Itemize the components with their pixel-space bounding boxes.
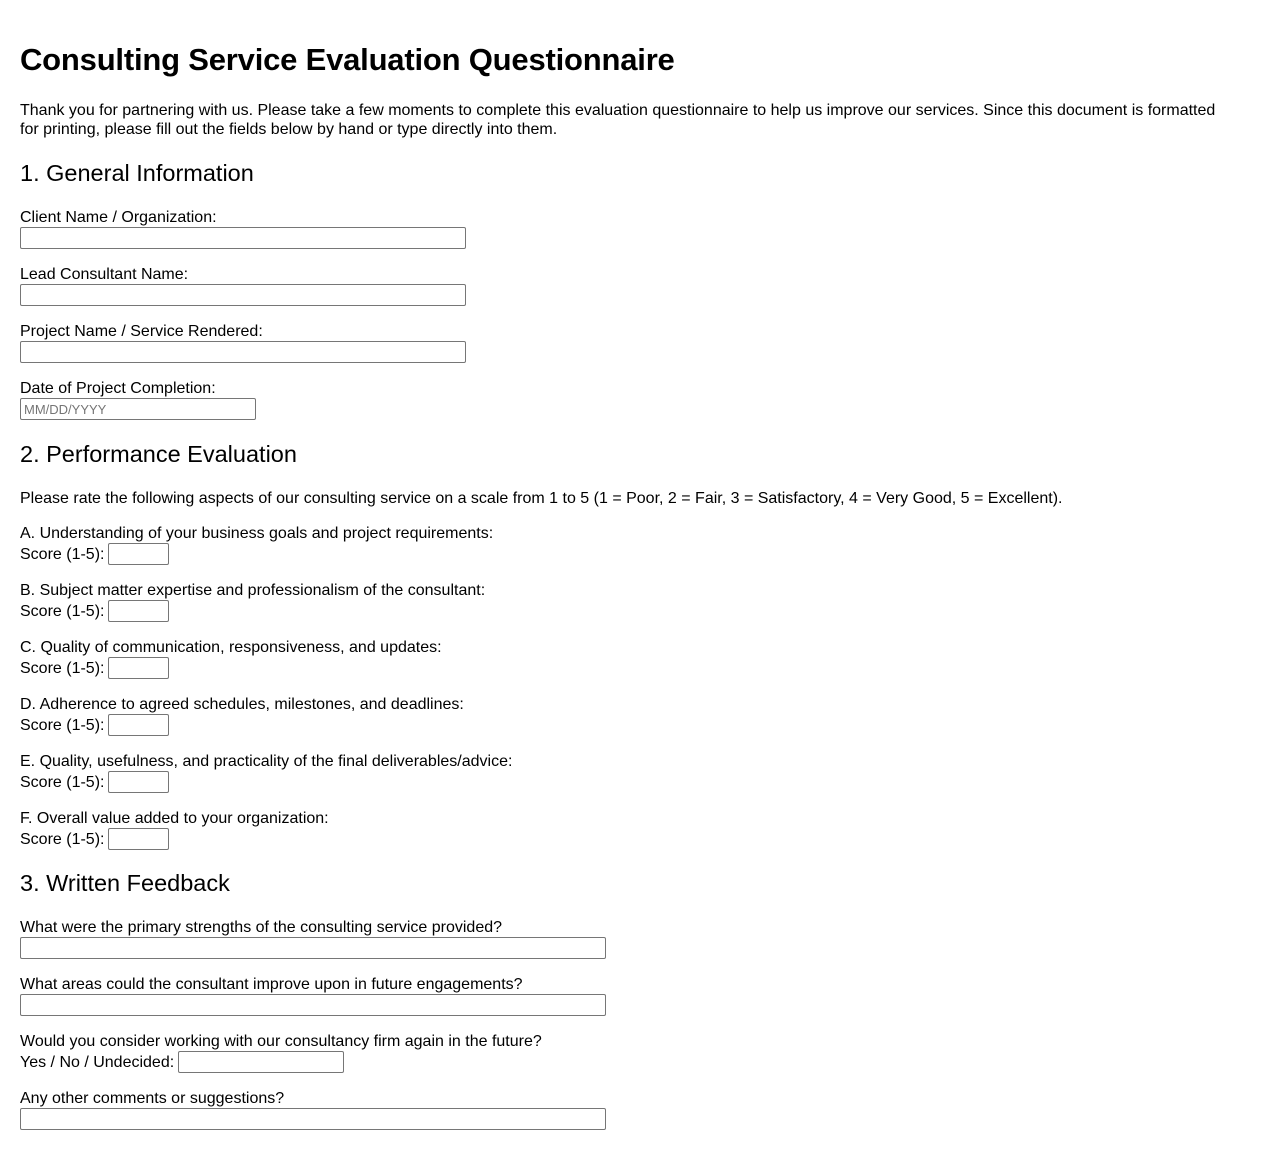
score-input-c[interactable]: [108, 657, 169, 679]
intro-paragraph: Thank you for partnering with us. Please take a few moments to complete this evaluation questionnaire to help us improve our services. Since this document is formatted for printing, please fill out the fields below by hand or type directly into them.: [20, 102, 1216, 138]
work-again-input[interactable]: [178, 1051, 344, 1073]
score-row-b: [20, 600, 169, 622]
score-row-c: [20, 657, 169, 679]
score-label: Score (1-5):: [20, 659, 105, 677]
score-input-d[interactable]: [108, 714, 169, 736]
comments-label: Any other comments or suggestions?: [20, 1090, 285, 1107]
work-again-label: Would you consider working with our consultancy firm again in the future?: [20, 1033, 542, 1050]
section-heading-general: 1. General Information: [20, 160, 254, 186]
question-e-label: E. Quality, usefulness, and practicality of the final deliverables/advice:: [20, 753, 513, 770]
score-input-b[interactable]: [108, 600, 169, 622]
lead-consultant-input[interactable]: [20, 284, 466, 306]
section-heading-feedback: 3. Written Feedback: [20, 870, 230, 896]
work-again-row: [20, 1051, 344, 1073]
score-row-e: [20, 771, 169, 793]
project-name-input[interactable]: [20, 341, 466, 363]
question-c-label: C. Quality of communication, responsiveness, and updates:: [20, 639, 442, 656]
page-title: Consulting Service Evaluation Questionnaire: [20, 42, 675, 77]
completion-date-input[interactable]: [20, 398, 256, 420]
work-again-inline-label: Yes / No / Undecided:: [20, 1053, 175, 1071]
question-b-label: B. Subject matter expertise and professionalism of the consultant:: [20, 582, 486, 599]
score-label: Score (1-5):: [20, 716, 105, 734]
score-label: Score (1-5):: [20, 602, 105, 620]
score-row-a: [20, 543, 169, 565]
strengths-label: What were the primary strengths of the consulting service provided?: [20, 919, 503, 936]
project-name-label: Project Name / Service Rendered:: [20, 323, 263, 340]
improvements-label: What areas could the consultant improve upon in future engagements?: [20, 976, 523, 993]
score-input-a[interactable]: [108, 543, 169, 565]
score-row-d: [20, 714, 169, 736]
completion-date-label: Date of Project Completion:: [20, 380, 216, 397]
client-name-input[interactable]: [20, 227, 466, 249]
strengths-input[interactable]: [20, 937, 606, 959]
question-d-label: D. Adherence to agreed schedules, milestones, and deadlines:: [20, 696, 464, 713]
question-f-label: F. Overall value added to your organization:: [20, 810, 329, 827]
client-name-label: Client Name / Organization:: [20, 209, 217, 226]
lead-consultant-label: Lead Consultant Name:: [20, 266, 189, 283]
score-label: Score (1-5):: [20, 773, 105, 791]
improvements-input[interactable]: [20, 994, 606, 1016]
question-a-label: A. Understanding of your business goals and project requirements:: [20, 525, 494, 542]
rating-instructions: Please rate the following aspects of our consulting service on a scale from 1 to 5 (1 = Poor, 2 = Fair, 3 = Satisfactory, 4 = Very Good, 5 = Excellent).: [20, 490, 1063, 507]
score-row-f: [20, 828, 169, 850]
comments-input[interactable]: [20, 1108, 606, 1130]
score-input-f[interactable]: [108, 828, 169, 850]
section-heading-performance: 2. Performance Evaluation: [20, 441, 297, 467]
score-label: Score (1-5):: [20, 545, 105, 563]
score-input-e[interactable]: [108, 771, 169, 793]
score-label: Score (1-5):: [20, 830, 105, 848]
